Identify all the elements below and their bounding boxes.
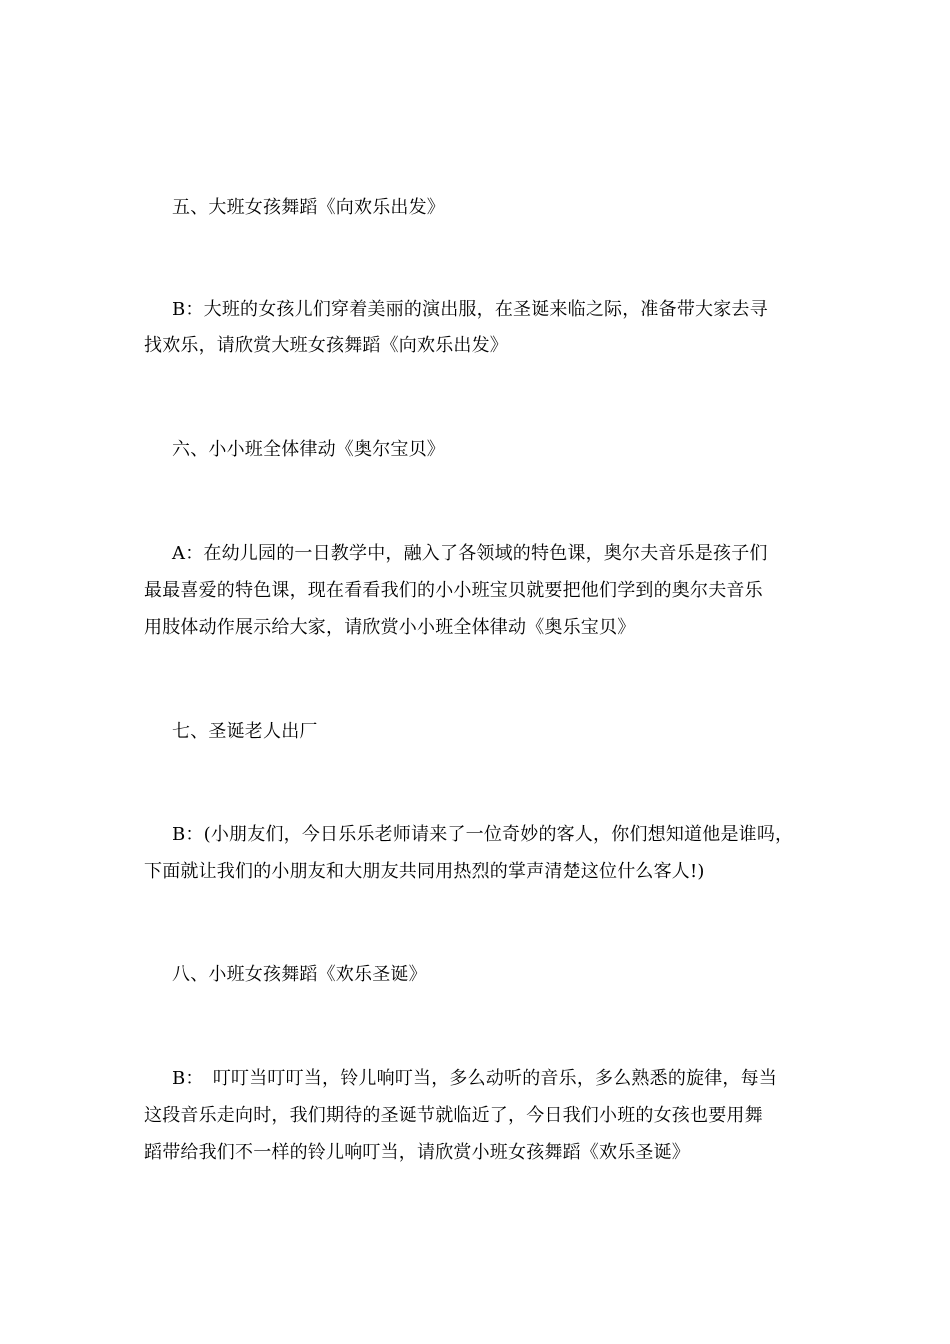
paragraph-line: 这段音乐走向时，我们期待的圣诞节就临近了，今日我们小班的女孩也要用舞 [144, 1105, 763, 1126]
paragraph-line: 蹈带给我们不一样的铃儿响叮当，请欣赏小班女孩舞蹈《欢乐圣诞》 [144, 1142, 690, 1163]
section-heading-5: 五、大班女孩舞蹈《向欢乐出发》 [172, 197, 445, 218]
section-heading-8: 八、小班女孩舞蹈《欢乐圣诞》 [172, 964, 427, 985]
section-heading-7: 七、圣诞老人出厂 [172, 721, 318, 742]
paragraph-line: 用肢体动作展示给大家，请欣赏小小班全体律动《奥乐宝贝》 [144, 617, 636, 638]
paragraph-line: A：在幼儿园的一日教学中，融入了各领域的特色课，奥尔夫音乐是孩子们 [172, 543, 768, 564]
section-heading-6: 六、小小班全体律动《奥尔宝贝》 [172, 439, 445, 460]
paragraph-line: B： 叮叮当叮叮当，铃儿响叮当，多么动听的音乐，多么熟悉的旋律，每当 [172, 1068, 778, 1089]
paragraph-line: B：大班的女孩儿们穿着美丽的演出服，在圣诞来临之际，准备带大家去寻 [172, 299, 768, 320]
paragraph-line: B：(小朋友们，今日乐乐老师请来了一位奇妙的客人，你们想知道他是谁吗， [172, 824, 794, 845]
paragraph-line: 下面就让我们的小朋友和大朋友共同用热烈的掌声清楚这位什么客人!) [144, 861, 705, 882]
paragraph-line: 最最喜爱的特色课，现在看看我们的小小班宝贝就要把他们学到的奥尔夫音乐 [144, 580, 763, 601]
paragraph-line: 找欢乐，请欣赏大班女孩舞蹈《向欢乐出发》 [144, 335, 508, 356]
